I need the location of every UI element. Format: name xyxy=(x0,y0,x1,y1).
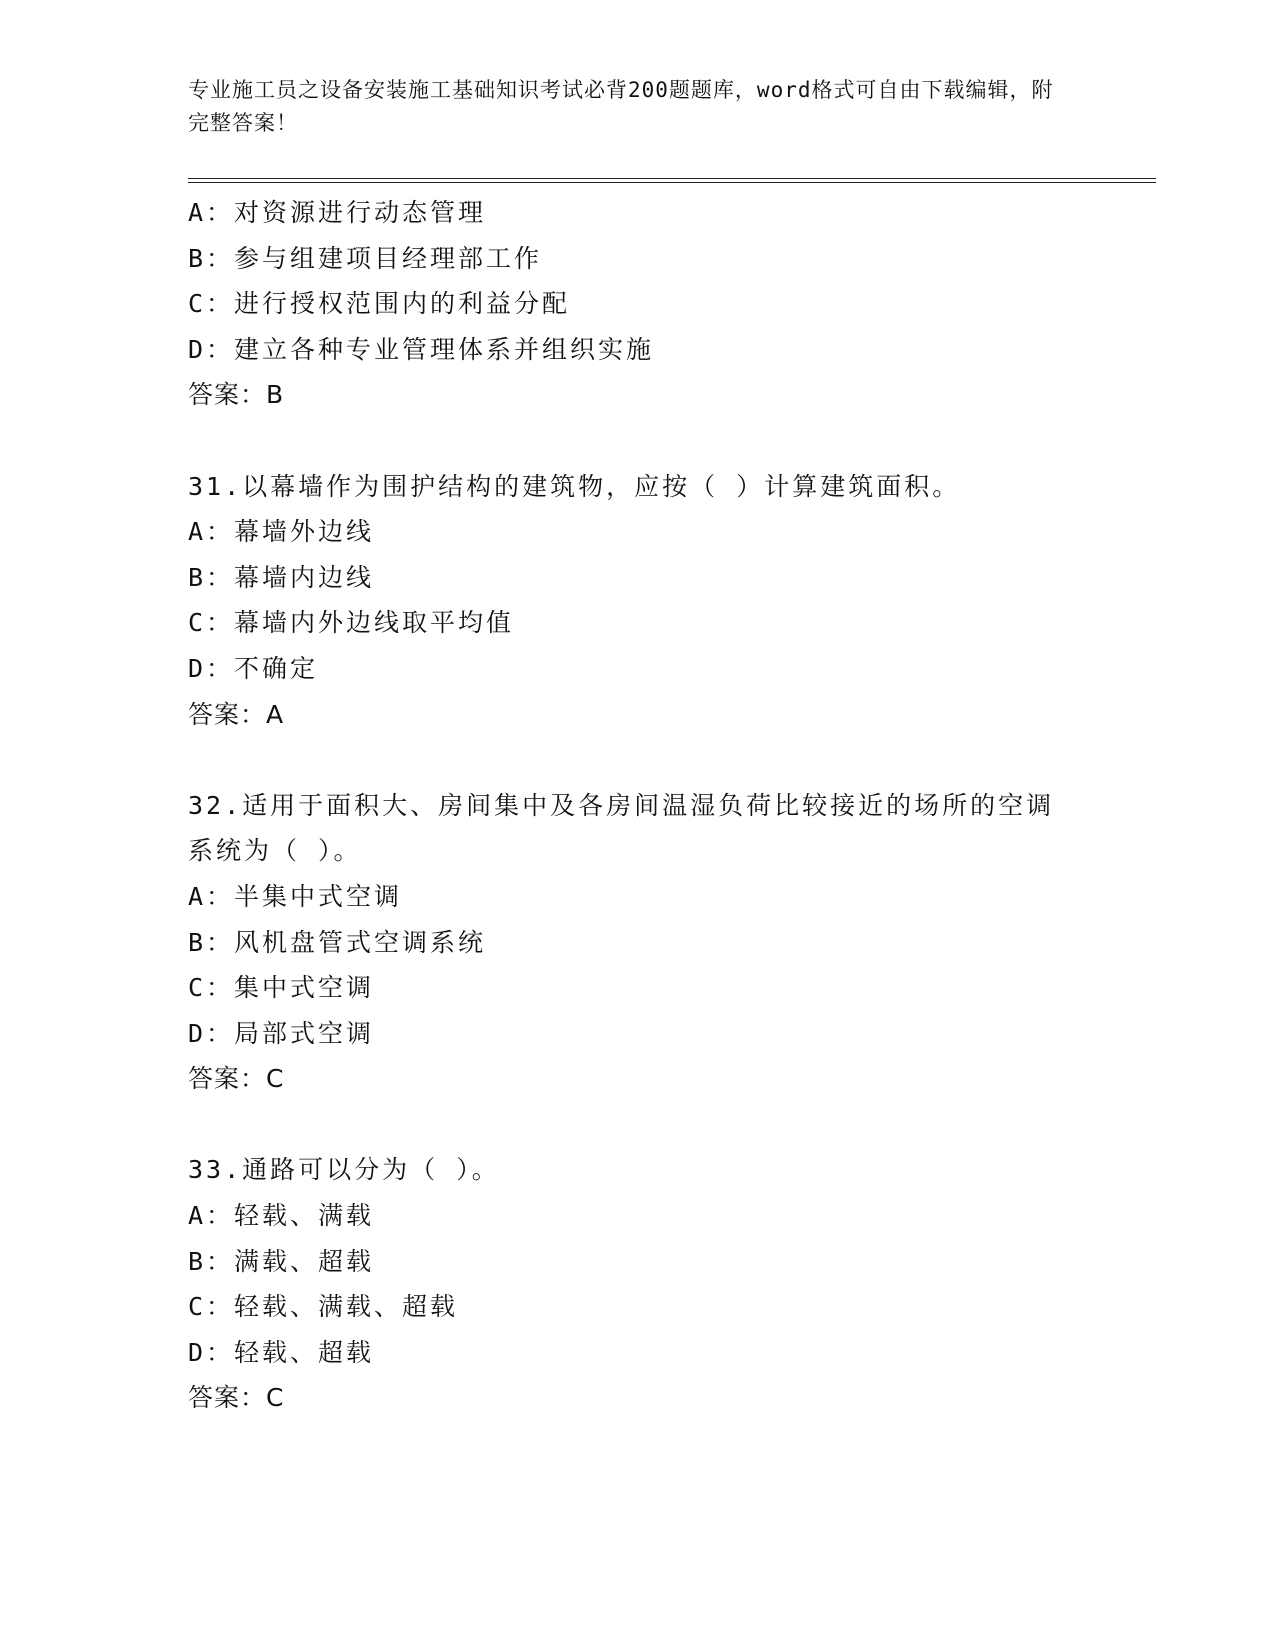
answer-line: 答案：C xyxy=(188,1383,285,1413)
answer-line: 答案：B xyxy=(188,380,285,410)
answer-line: 答案：C xyxy=(188,1064,285,1094)
question-block-33 xyxy=(188,1147,1088,1421)
block-spacer xyxy=(188,737,1088,783)
option-b: B：风机盘管式空调系统 xyxy=(188,927,487,957)
document-header xyxy=(188,74,1068,140)
option-b: B：幕墙内边线 xyxy=(188,562,375,592)
option-d: D：轻载、超载 xyxy=(188,1337,375,1367)
block-spacer xyxy=(188,418,1088,464)
question-block-31 xyxy=(188,464,1088,738)
option-d: D：不确定 xyxy=(188,653,319,683)
question-text: 33.通路可以分为（ ）。 xyxy=(188,1155,500,1185)
option-b: B：参与组建项目经理部工作 xyxy=(188,243,543,273)
option-c: C：进行授权范围内的利益分配 xyxy=(188,289,571,319)
question-list xyxy=(188,190,1088,1421)
question-text: 31.以幕墙作为围护结构的建筑物，应按（ ）计算建筑面积。 xyxy=(188,471,961,501)
option-d: D：建立各种专业管理体系并组织实施 xyxy=(188,334,655,364)
question-block-30 xyxy=(188,190,1088,418)
option-c: C：轻载、满载、超载 xyxy=(188,1292,459,1322)
option-c: C：集中式空调 xyxy=(188,973,375,1003)
header-divider-bottom xyxy=(188,182,1156,183)
question-text-line-2: 系统为（ ）。 xyxy=(188,836,362,866)
option-a: A：幕墙外边线 xyxy=(188,517,375,547)
header-divider-top xyxy=(188,178,1156,179)
option-c: C：幕墙内外边线取平均值 xyxy=(188,608,515,638)
question-text-line-1: 32.适用于面积大、房间集中及各房间温湿负荷比较接近的场所的空调 xyxy=(188,790,1055,820)
option-d: D：局部式空调 xyxy=(188,1018,375,1048)
option-b: B：满载、超载 xyxy=(188,1246,375,1276)
option-a: A：半集中式空调 xyxy=(188,881,403,911)
option-a: A：轻载、满载 xyxy=(188,1201,375,1231)
block-spacer xyxy=(188,1102,1088,1148)
question-block-32 xyxy=(188,783,1088,1102)
option-a: A：对资源进行动态管理 xyxy=(188,198,487,227)
answer-line: 答案：A xyxy=(188,699,285,729)
header-title: 专业施工员之设备安装施工基础知识考试必背200题题库，word格式可自由下载编辑，附完整答案！ xyxy=(188,78,1054,135)
